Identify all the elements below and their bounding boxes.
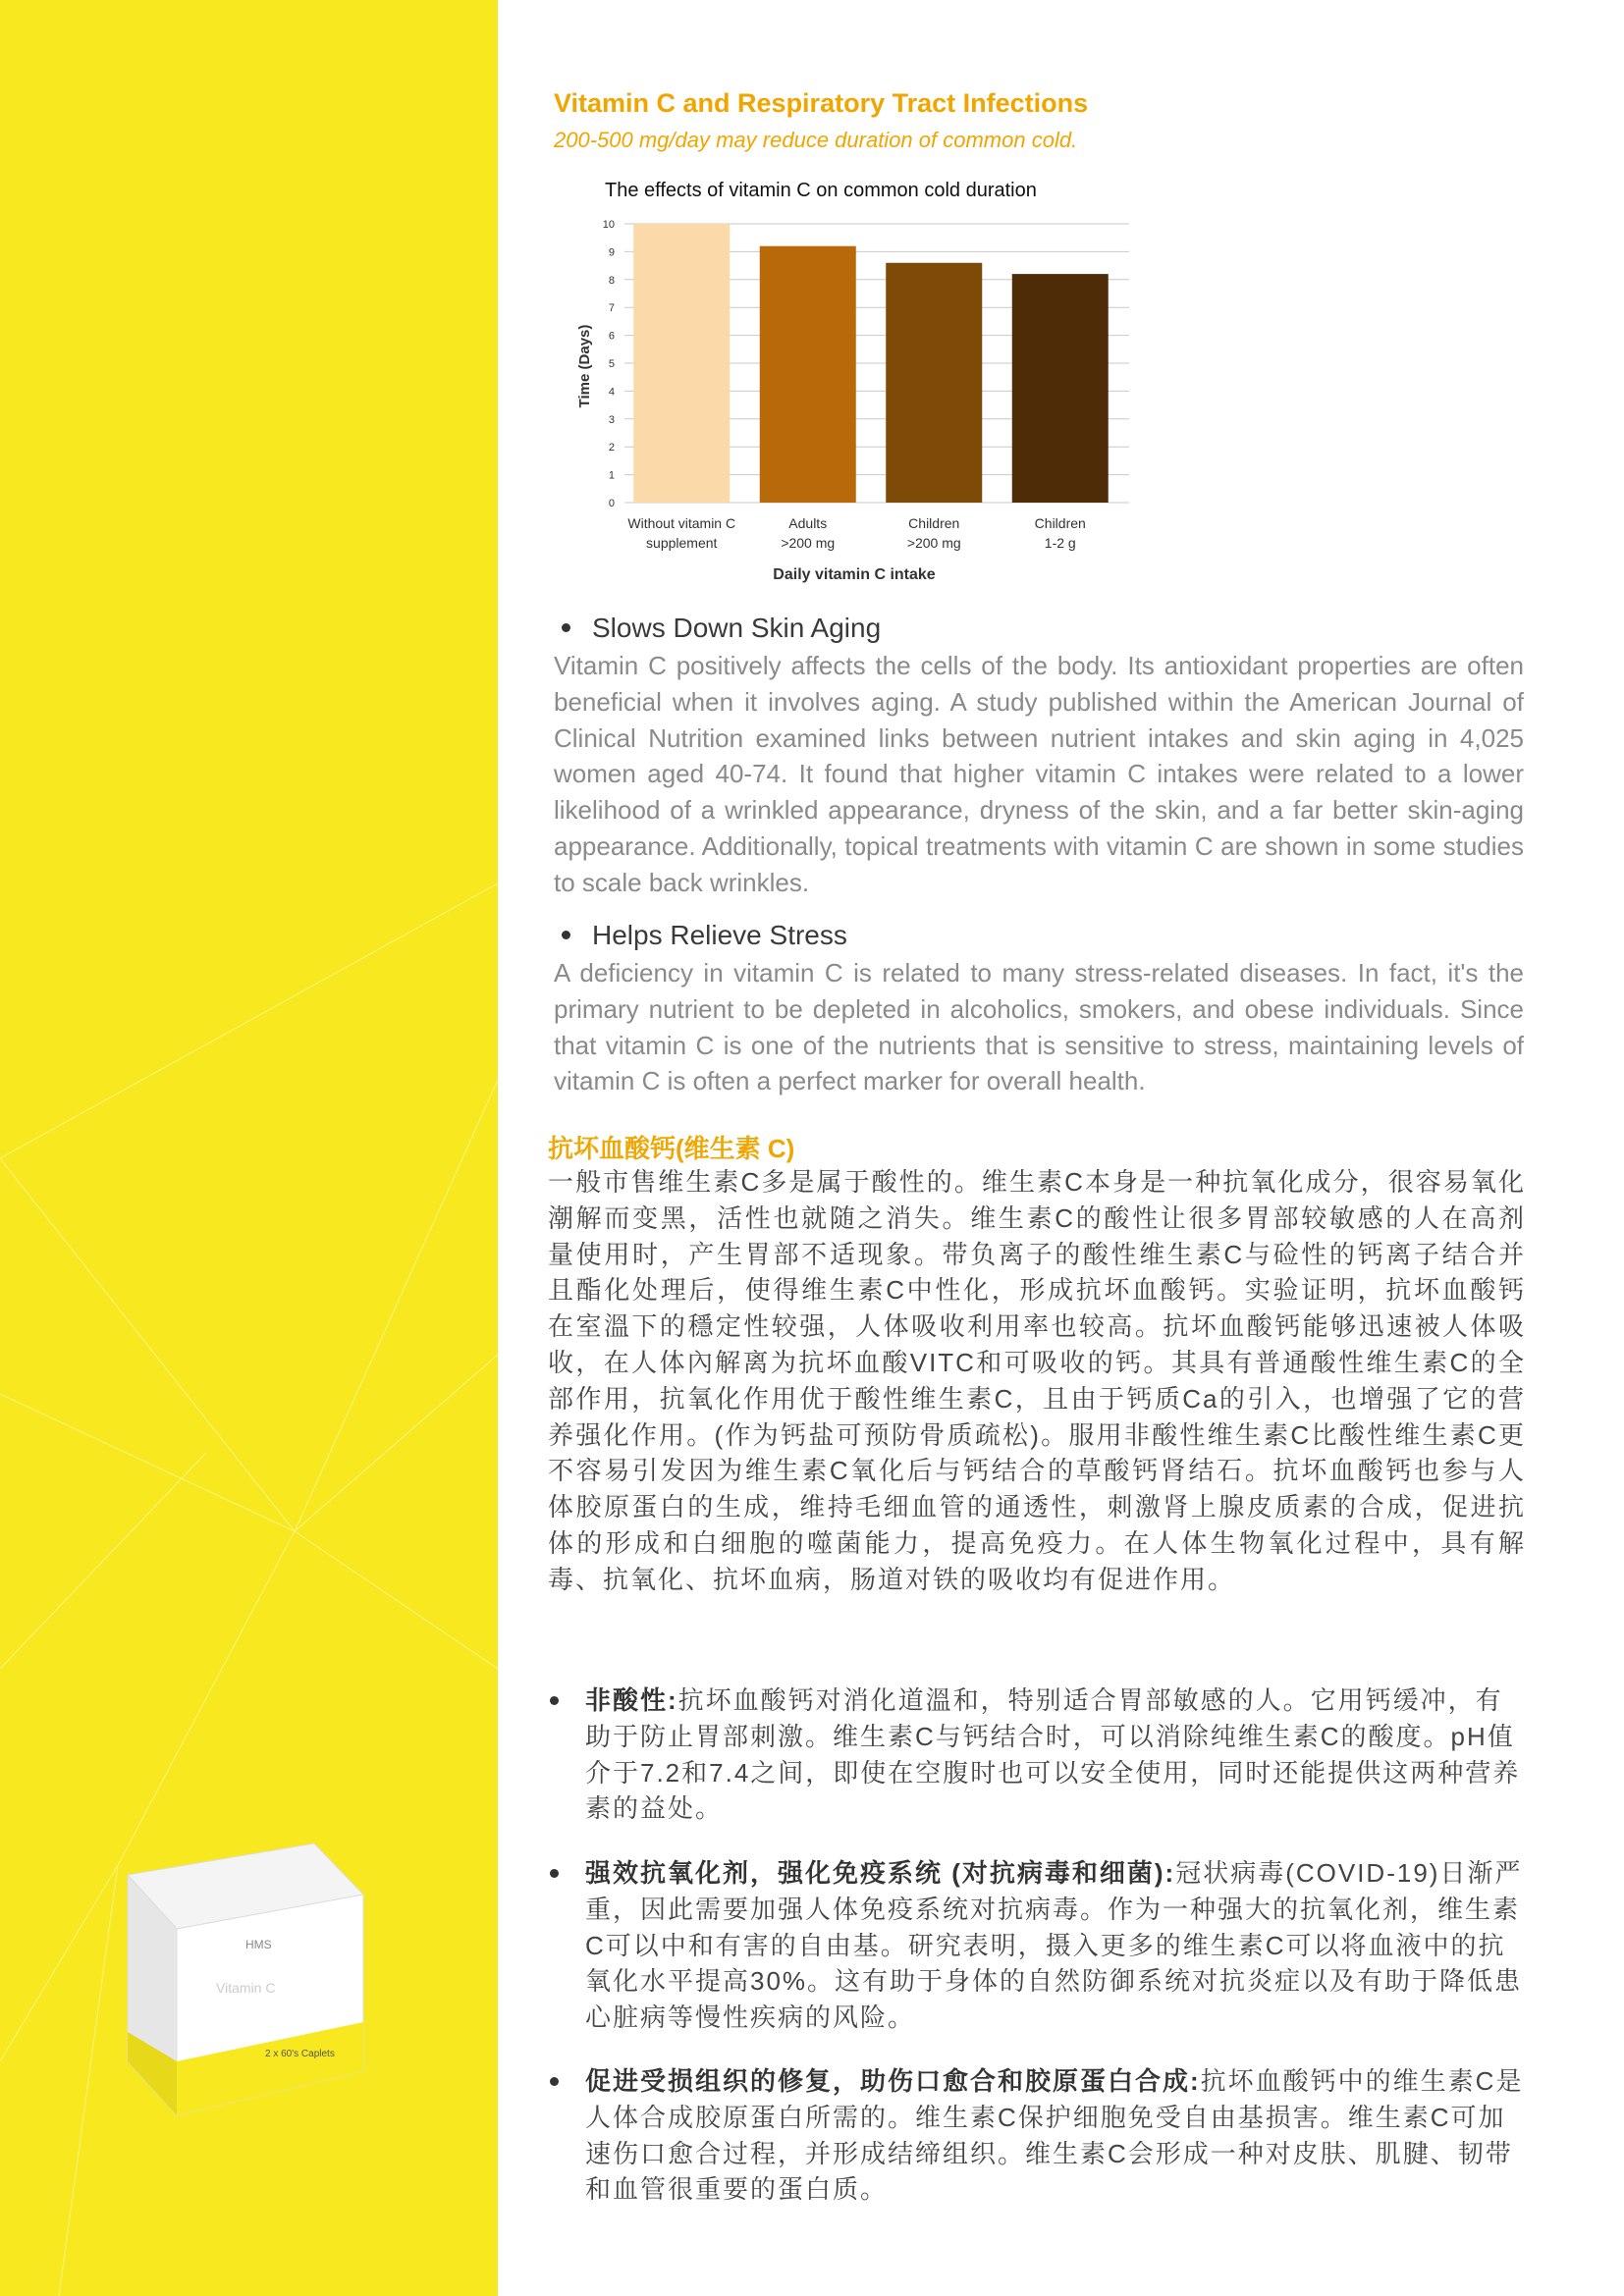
- chart-y-tick-label: 10: [602, 219, 615, 231]
- cn-item-label: 促进受损组织的修复，助伤口愈合和胶原蛋白合成:: [585, 2066, 1201, 2096]
- cn-item-antioxidant: [548, 1855, 1524, 2036]
- bullet-dot: [550, 1869, 559, 1878]
- chart-y-tick-label: 8: [608, 274, 615, 287]
- cn-item-text: 冠状病毒(COVID-19)日渐严重，因此需要加强人体免疫系统对抗病毒。作为一种强大的抗氧化剂，维生素C可以中和有害的自由基。研究表明，摄入更多的维生素C可以将血液中的抗氧化水平提高30%。这有助于身体的自然防御系统对抗炎症以及有助于降低患心脏病等慢性疾病的风险。: [585, 1858, 1523, 2033]
- chart-y-tick-label: 0: [608, 498, 615, 509]
- cn-item-label: 强效抗氧化剂，强化免疫系统 (对抗病毒和细菌):: [585, 1858, 1176, 1888]
- chart-y-tick-label: 9: [608, 246, 615, 259]
- bullet-dot: [550, 1696, 559, 1705]
- chart-bar: [633, 224, 730, 503]
- bullet-title-stress: Helps Relieve Stress: [554, 920, 847, 951]
- chart-bar: [1012, 274, 1109, 503]
- bullet-dot: [562, 623, 570, 632]
- chart-y-tick-label: 7: [608, 302, 615, 315]
- cn-item-text: 抗坏血酸钙中的维生素C是人体合成胶原蛋白所需的。维生素C保护细胞免受自由基损害。维生素C可加速伤口愈合过程，并形成结缔组织。维生素C会形成一种对皮肤、肌腱、韧带和血管很重要的蛋白质。: [585, 2066, 1524, 2205]
- chart-y-tick-label: 4: [608, 386, 615, 399]
- cn-heading: 抗坏血酸钙(维生素 C): [548, 1134, 795, 1163]
- cn-item-non-acidic: [548, 1682, 1524, 1827]
- chart-y-label: Time (Days): [576, 324, 593, 408]
- cn-item-label: 非酸性:: [585, 1685, 678, 1715]
- chart-title: The effects of vitamin C on common cold duration: [605, 180, 1037, 201]
- chart-y-tick-label: 6: [608, 330, 615, 343]
- bullet-title-skin-aging: Slows Down Skin Aging: [554, 613, 881, 644]
- cn-paragraph: 一般市售维生素C多是属于酸性的。维生素C本身是一种抗氧化成分，很容易氧化潮解而变黑，活性也就随之消失。维生素C的酸性让很多胃部较敏感的人在高剂量使用时，产生胃部不适现象。带负离子的酸性维生素C与硷性的钙离子结合并且酯化处理后，使得维生素C中性化，形成抗坏血酸钙。实验证明，抗坏血酸钙在室溫下的穩定性较强，人体吸收利用率也较高。抗坏血酸钙能够迅速被人体吸收，在人体內解离为抗坏血酸VITC和可吸收的钙。其具有普通酸性维生素C的全部作用，抗氧化作用优于酸性维生素C，且由于钙质Ca的引入，也增强了它的营养强化作用。(作为钙盐可预防骨质疏松)。服用非酸性维生素C比酸性维生素C更不容易引发因为维生素C氧化后与钙结合的草酸钙肾结石。抗坏血酸钙也参与人体胶原蛋白的生成，维持毛细血管的通透性，刺激肾上腺皮质素的合成，促进抗体的形成和白细胞的噬菌能力，提高免疫力。在人体生物氧化过程中，具有解毒、抗氧化、抗坏血病，肠道对铁的吸收均有促进作用。: [548, 1167, 1526, 1594]
- bullet-dot: [550, 2077, 559, 2086]
- product-brand: HMS: [245, 1938, 272, 1951]
- cn-item-text: 抗坏血酸钙对消化道溫和，特别适合胃部敏感的人。它用钙缓冲，有助于防止胃部刺激。维生素C与钙结合时，可以消除纯维生素C的酸度。pH值介于7.2和7.4之间，即使在空腹时也可以安全使用，同时还能提供这两种营养素的益处。: [585, 1685, 1521, 1824]
- chart-x-tick-label: Adults: [788, 515, 828, 531]
- chart-x-tick-label: >200 mg: [906, 535, 961, 551]
- chart-x-labels: [627, 515, 1085, 551]
- chart-x-label: Daily vitamin C intake: [773, 566, 936, 583]
- paragraph-stress: A deficiency in vitamin C is related to many stress-related diseases. In fact, it's the primary nutrient to be depleted in alcoholics, smokers, and obese individuals. Since that vitamin C is one of the nutrients that is sensitive to stress, maintaining levels of vitamin C is often a perfect marker for overall health.: [554, 958, 1524, 1096]
- chart-y-tick-label: 5: [608, 358, 615, 370]
- chart-bar: [886, 263, 982, 503]
- cn-item-tissue-repair: [548, 2063, 1524, 2208]
- chart-x-tick-label: Without vitamin C: [627, 515, 736, 531]
- chart-y-tick-label: 2: [608, 442, 615, 454]
- chart-x-tick-label: >200 mg: [781, 535, 836, 551]
- chart-x-tick-label: Children: [1034, 515, 1086, 531]
- chart-x-tick-label: Children: [908, 515, 960, 531]
- chart-y-tick-label: 3: [608, 413, 615, 426]
- chart-x-tick-label: 1-2 g: [1044, 535, 1076, 551]
- chart-x-tick-label: supplement: [646, 535, 718, 551]
- product-name: Vitamin C: [216, 1980, 276, 1996]
- yellow-sidebar: [0, 0, 498, 2296]
- cold-duration-bar-chart: [569, 175, 1139, 597]
- chart-y-tick-label: 1: [608, 469, 615, 482]
- chart-bar: [760, 246, 856, 503]
- section-subtitle: 200-500 mg/day may reduce duration of common cold.: [554, 128, 1078, 152]
- product-pack: 2 x 60's Caplets: [265, 2049, 335, 2059]
- bullet-dot: [562, 931, 570, 939]
- section-title: Vitamin C and Respiratory Tract Infections: [554, 88, 1089, 118]
- paragraph-skin-aging: Vitamin C positively affects the cells of the body. Its antioxidant properties are often beneficial when it involves aging. A study published within the American Journal of Clinical Nutrition examined links between nutrient intakes and skin aging in 4,025 women aged 40-74. It found that higher vitamin C intakes were related to a lower likelihood of a wrinkled appearance, dryness of the skin, and a far better skin-aging appearance. Additionally, topical treatments with vitamin C are shown in some studies to scale back wrinkles.: [554, 651, 1524, 897]
- product-box-image: [118, 1836, 403, 2130]
